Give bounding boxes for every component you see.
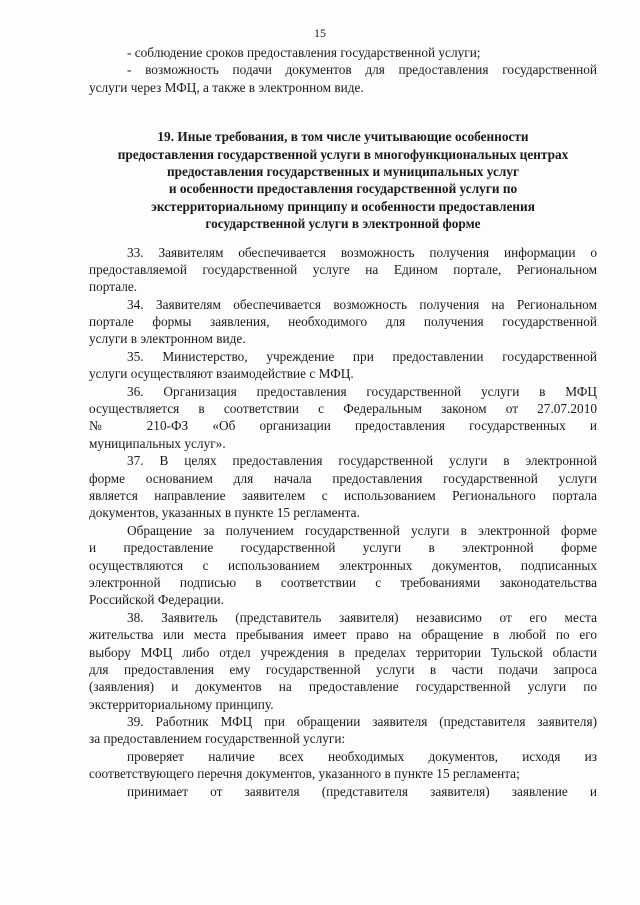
intro-list — [89, 44, 597, 96]
paragraph-electronic-form — [89, 522, 597, 609]
paragraph-line: Российской Федерации. — [89, 592, 224, 608]
paragraph-line: 34. Заявителям обеспечивается возможность получения на Региональном — [127, 296, 597, 312]
heading-line: экстерриториальному принципу и особенности предоставления — [151, 198, 535, 214]
list-item: - соблюдение сроков предоставления государственной услуги; — [127, 45, 481, 60]
paragraph-line: за предоставлением государственной услуги: — [89, 731, 346, 747]
section-heading — [89, 128, 597, 232]
paragraph-line: и предоставление государственной услуги в электронной форме — [89, 540, 597, 556]
paragraph-line: соответствующего перечня документов, указанного в пункте 15 регламента; — [89, 766, 520, 782]
paragraph-line: 39. Работник МФЦ при обращении заявителя (представителя заявителя) — [127, 714, 597, 730]
paragraph-line: портале. — [89, 279, 138, 295]
paragraph-line: форме основанием для начала предоставления государственной услуги — [89, 470, 597, 486]
paragraph-line: предоставляемой государственной услуге на Едином портале, Региональном — [89, 261, 597, 277]
paragraph-line: для предоставления ему государственной услуги в части подачи запроса — [89, 661, 597, 677]
paragraph-39-accepts — [89, 783, 597, 800]
paragraph-line: 33. Заявителям обеспечивается возможность получения информации о — [127, 244, 597, 260]
paragraph-line: (заявления) и документов на предоставление государственной услуги по — [89, 679, 597, 695]
paragraph-line: 38. Заявитель (представитель заявителя) независимо от его места — [127, 609, 597, 625]
paragraph-line: 36. Организация предоставления государственной услуги в МФЦ — [127, 383, 597, 399]
heading-line: предоставления государственных и муниципальных услуг — [166, 163, 520, 179]
heading-line: и особенности предоставления государственной услуги по — [168, 181, 518, 197]
paragraph-line: Обращение за получением государственной услуги в электронной форме — [127, 522, 597, 538]
paragraph-line: муниципальных услуг». — [89, 435, 226, 451]
paragraph-35 — [89, 348, 597, 383]
paragraph-line: электронной подписью в соответствии с требованиями законодательства — [89, 574, 597, 590]
paragraph-line: принимает от заявителя (представителя заявителя) заявление и — [127, 783, 597, 799]
heading-line: предоставления государственной услуги в многофункциональных центрах — [117, 146, 569, 162]
paragraph-line: является направление заявителем с использованием Регионального портала — [89, 487, 597, 503]
list-item: - возможность подачи документов для предоставления государственной — [127, 62, 597, 78]
list-item-continuation: услуги через МФЦ, а также в электронном виде. — [89, 79, 364, 95]
paragraph-39 — [89, 713, 597, 748]
paragraph-37 — [89, 452, 597, 522]
paragraph-38 — [89, 609, 597, 713]
heading-line: государственной услуги в электронной форме — [205, 216, 481, 232]
paragraph-line: № 210-ФЗ «Об организации предоставления государственных и — [89, 418, 597, 434]
paragraph-line: выбору МФЦ либо отдел учреждения в пределах территории Тульской области — [89, 644, 597, 660]
page-content — [89, 44, 597, 800]
heading-line: 19. Иные требования, в том числе учитывающие особенности — [157, 129, 529, 145]
paragraph-line: осуществляется в соответствии с Федеральным законом от 27.07.2010 — [89, 401, 597, 417]
paragraph-line: жительства или места пребывания имеет право на обращение в любой по его — [89, 627, 597, 643]
paragraph-line: 37. В целях предоставления государственной услуги в электронной — [127, 453, 597, 469]
paragraph-line: осуществляются с использованием электронных документов, подписанных — [89, 557, 597, 573]
page-number: 15 — [314, 26, 326, 40]
paragraph-line: экстерриториальному принципу. — [89, 696, 274, 712]
paragraph-line: проверяет наличие всех необходимых документов, исходя из — [127, 748, 597, 764]
paragraph-39-checks — [89, 748, 597, 783]
paragraph-line: 35. Министерство, учреждение при предоставлении государственной — [127, 348, 597, 364]
paragraph-line: услуги в электронном виде. — [89, 331, 246, 347]
paragraph-line: портале формы заявления, необходимого для получения государственной — [89, 314, 597, 330]
paragraph-36 — [89, 383, 597, 453]
paragraph-34 — [89, 296, 597, 348]
paragraph-line: услуги осуществляют взаимодействие с МФЦ. — [89, 366, 354, 382]
paragraph-33 — [89, 244, 597, 296]
paragraph-line: документов, указанных в пункте 15 регламента. — [89, 505, 360, 521]
